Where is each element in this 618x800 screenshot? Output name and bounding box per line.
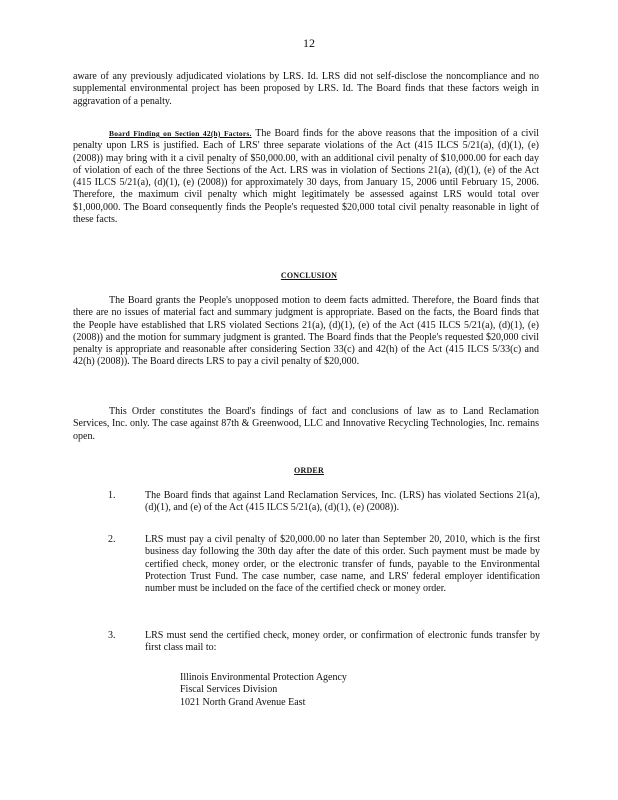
order-item-number: 3. xyxy=(108,630,116,641)
address-line-2: Fiscal Services Division xyxy=(180,684,278,696)
order-item-number: 1. xyxy=(108,490,116,501)
paragraph-aggravation xyxy=(73,71,539,108)
page-number: 12 xyxy=(303,36,315,50)
mailing-address xyxy=(180,672,480,709)
paragraph-aggravation-text: aware of any previously adjudicated violations by LRS. Id. LRS did not self-disclose the noncompliance and no supplemental environmental project has been proposed by LRS. Id. The Board finds that these factors weigh in aggravation of a penalty. xyxy=(73,71,539,107)
section-42h-body: The Board finds for the above reasons that the imposition of a civil penalty upon LRS is justified. Each of LRS' three separate violations of the Act (415 ILCS 5/21(a), (d)(1), (e) (2008)) may bring with it a civil penalty of $50,000.00, with an additional civil penalty of $10,000.00 for each day of violation of each of the three Sections of the Act. LRS was in violation of Sections 21(a), (d)(1), (e) of the Act (415 ILCS 5/21(a), (d)(1), (e) (2008)) for approximately 30 days, from January 15, 2006 until February 15, 2006. Therefore, the maximum civil penalty which might legitimately be assessed against LRS would total over $1,000,000. The Board consequently finds the People's requested $20,000 total civil penalty reasonable in light of these facts. xyxy=(73,128,539,226)
paragraph-42h-finding xyxy=(73,128,539,226)
paragraph-order-scope-text: This Order constitutes the Board's findings of fact and conclusions of law as to Land Reclamation Services, Inc. only. The case against 87th & Greenwood, LLC and Innovative Recycling Technologies, Inc. remains open. xyxy=(73,406,539,442)
conclusion-heading: CONCLUSION xyxy=(280,271,338,280)
order-item-text: LRS must pay a civil penalty of $20,000.00 no later than September 20, 2010, which is the first business day following the 30th day after the date of this order. Such payment must be made by certified check, money order, or the electronic transfer of funds, payable to the Environmental Protection Trust Fund. The case number, case name, and LRS' federal employer identification number must be included on the face of the certified check or money order. xyxy=(145,534,540,595)
paragraph-order-scope xyxy=(73,406,539,443)
order-item-number: 2. xyxy=(108,534,116,545)
section-42h-heading: Board Finding on Section 42(h) Factors. xyxy=(109,129,252,138)
address-line-1: Illinois Environmental Protection Agency xyxy=(180,672,347,683)
paragraph-conclusion xyxy=(73,295,539,369)
order-item-text: LRS must send the certified check, money order, or confirmation of electronic funds transfer by first class mail to: xyxy=(145,630,540,654)
order-item-text: The Board finds that against Land Reclamation Services, Inc. (LRS) has violated Sections 21(a), (d)(1), and (e) of the Act (415 ILCS 5/21(a), (d)(1), (e) (2008)). xyxy=(145,490,540,514)
address-line-3: 1021 North Grand Avenue East xyxy=(180,696,306,708)
paragraph-conclusion-text: The Board grants the People's unopposed motion to deem facts admitted. Therefore, the Board finds that there are no issues of material fact and summary judgment is appropriate. Based on the facts, the Board finds that the People have established that LRS violated Sections 21(a), (d)(1), (e) of the Act (415 ILCS 5/21(a), (d)(1), (e) (2008)) and the motion for summary judgment is granted. The Board finds that the People's requested $20,000 civil penalty is appropriate and reasonable after considering Section 33(c) and 42(h) of the Act (415 ILCS 5/33(c) and 42(h) (2008)). The Board directs LRS to pay a civil penalty of $20,000. xyxy=(73,295,539,368)
order-heading: ORDER xyxy=(294,466,324,475)
